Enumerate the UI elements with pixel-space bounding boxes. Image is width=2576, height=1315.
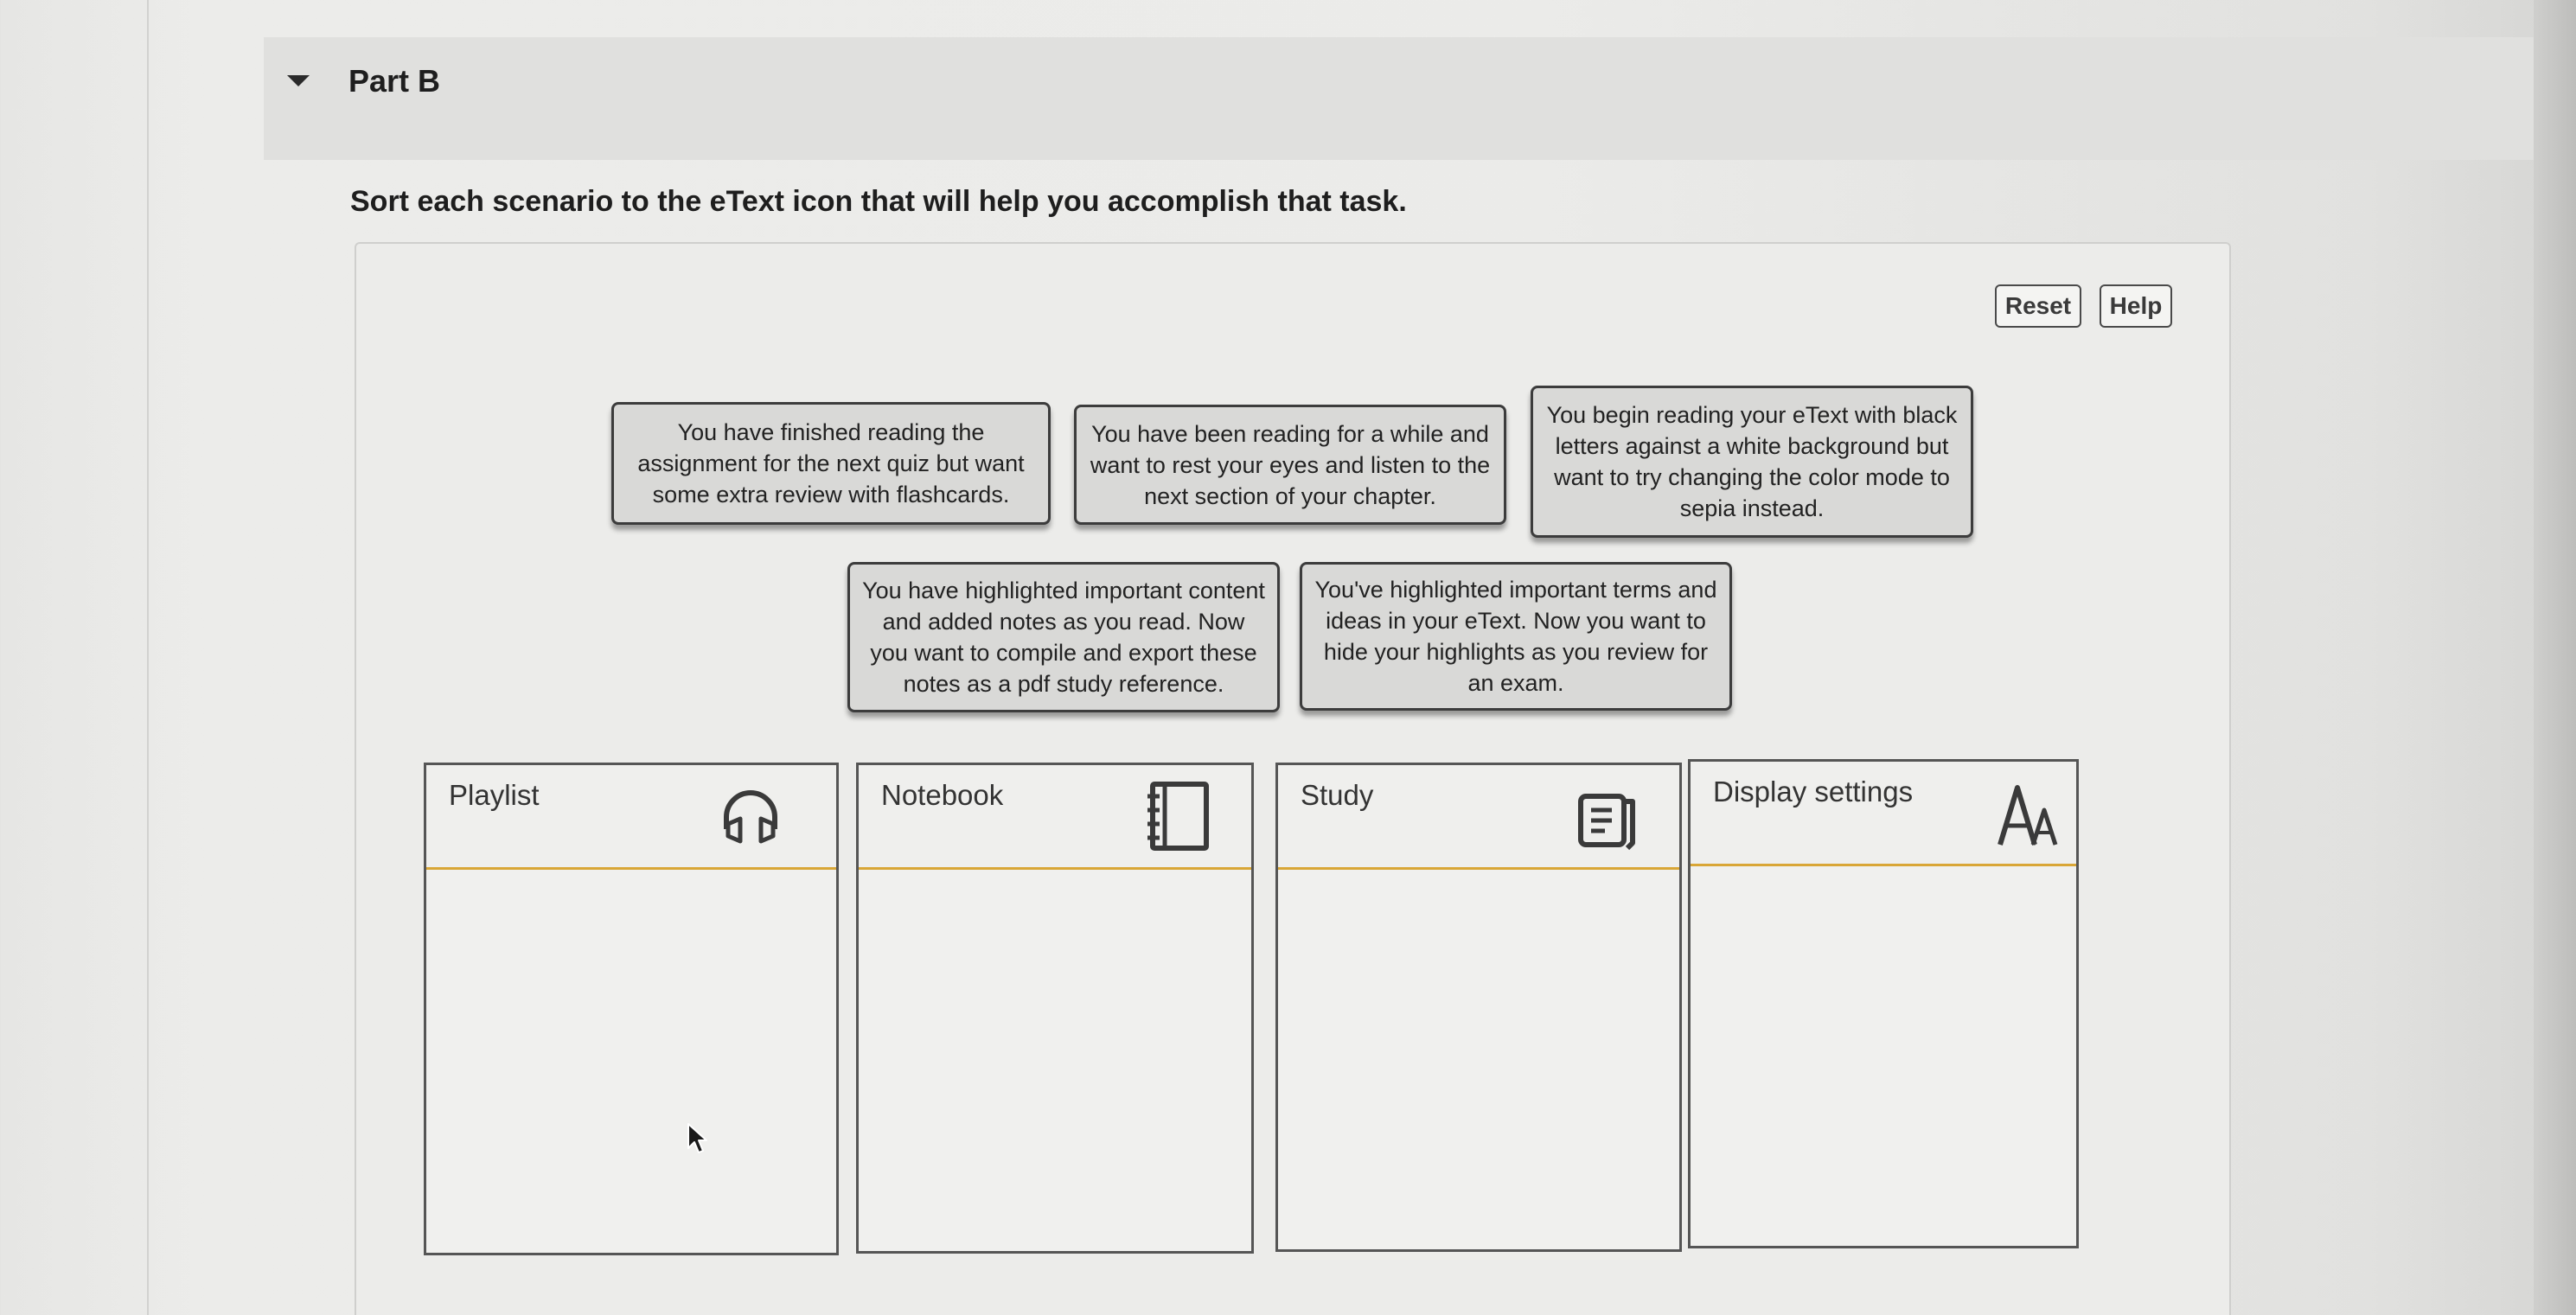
scenario-card[interactable]: You begin reading your eText with black letters against a white background but want to try changing the color mode to sepia instead. [1531,386,1973,538]
scenario-card[interactable]: You've highlighted important terms and ideas in your eText. Now you want to hide your highlights as you review for an exam. [1300,562,1732,711]
bin-label: Study [1301,779,1374,811]
bin-study[interactable] [1275,763,1682,1252]
bin-label: Display settings [1713,776,1914,808]
bin-label: Notebook [881,779,1004,811]
page-left-edge [147,0,149,1315]
notebook-icon [1144,779,1213,853]
mouse-cursor-icon [687,1122,709,1155]
bin-label: Playlist [449,779,540,811]
bin-playlist[interactable] [424,763,839,1255]
page-right-edge [2534,0,2576,1315]
bin-display-settings[interactable] [1688,759,2079,1248]
scenario-card[interactable]: You have finished reading the assignment for the next quiz but want some extra review with flashcards. [611,402,1051,525]
help-button[interactable]: Help [2100,284,2172,328]
bin-header [1278,765,1679,870]
scenario-card[interactable]: You have been reading for a while and want to rest your eyes and listen to the next section of your chapter. [1074,405,1506,525]
bin-header [1691,762,2076,866]
instruction-text: Sort each scenario to the eText icon that will help you accomplish that task. [350,185,1407,218]
bin-notebook[interactable] [856,763,1254,1254]
bin-header [859,765,1251,870]
part-header[interactable] [264,37,2534,160]
collapse-caret-icon[interactable] [287,75,310,86]
bin-header [426,765,836,870]
study-flashcard-icon [1572,779,1641,853]
reset-button[interactable]: Reset [1995,284,2081,328]
part-title[interactable]: Part B [348,63,441,99]
scenario-card[interactable]: You have highlighted important content and added notes as you read. Now you want to compile and export these notes as a pdf study reference. [847,562,1280,712]
headphones-icon [716,779,785,853]
font-size-icon [1995,776,2064,850]
